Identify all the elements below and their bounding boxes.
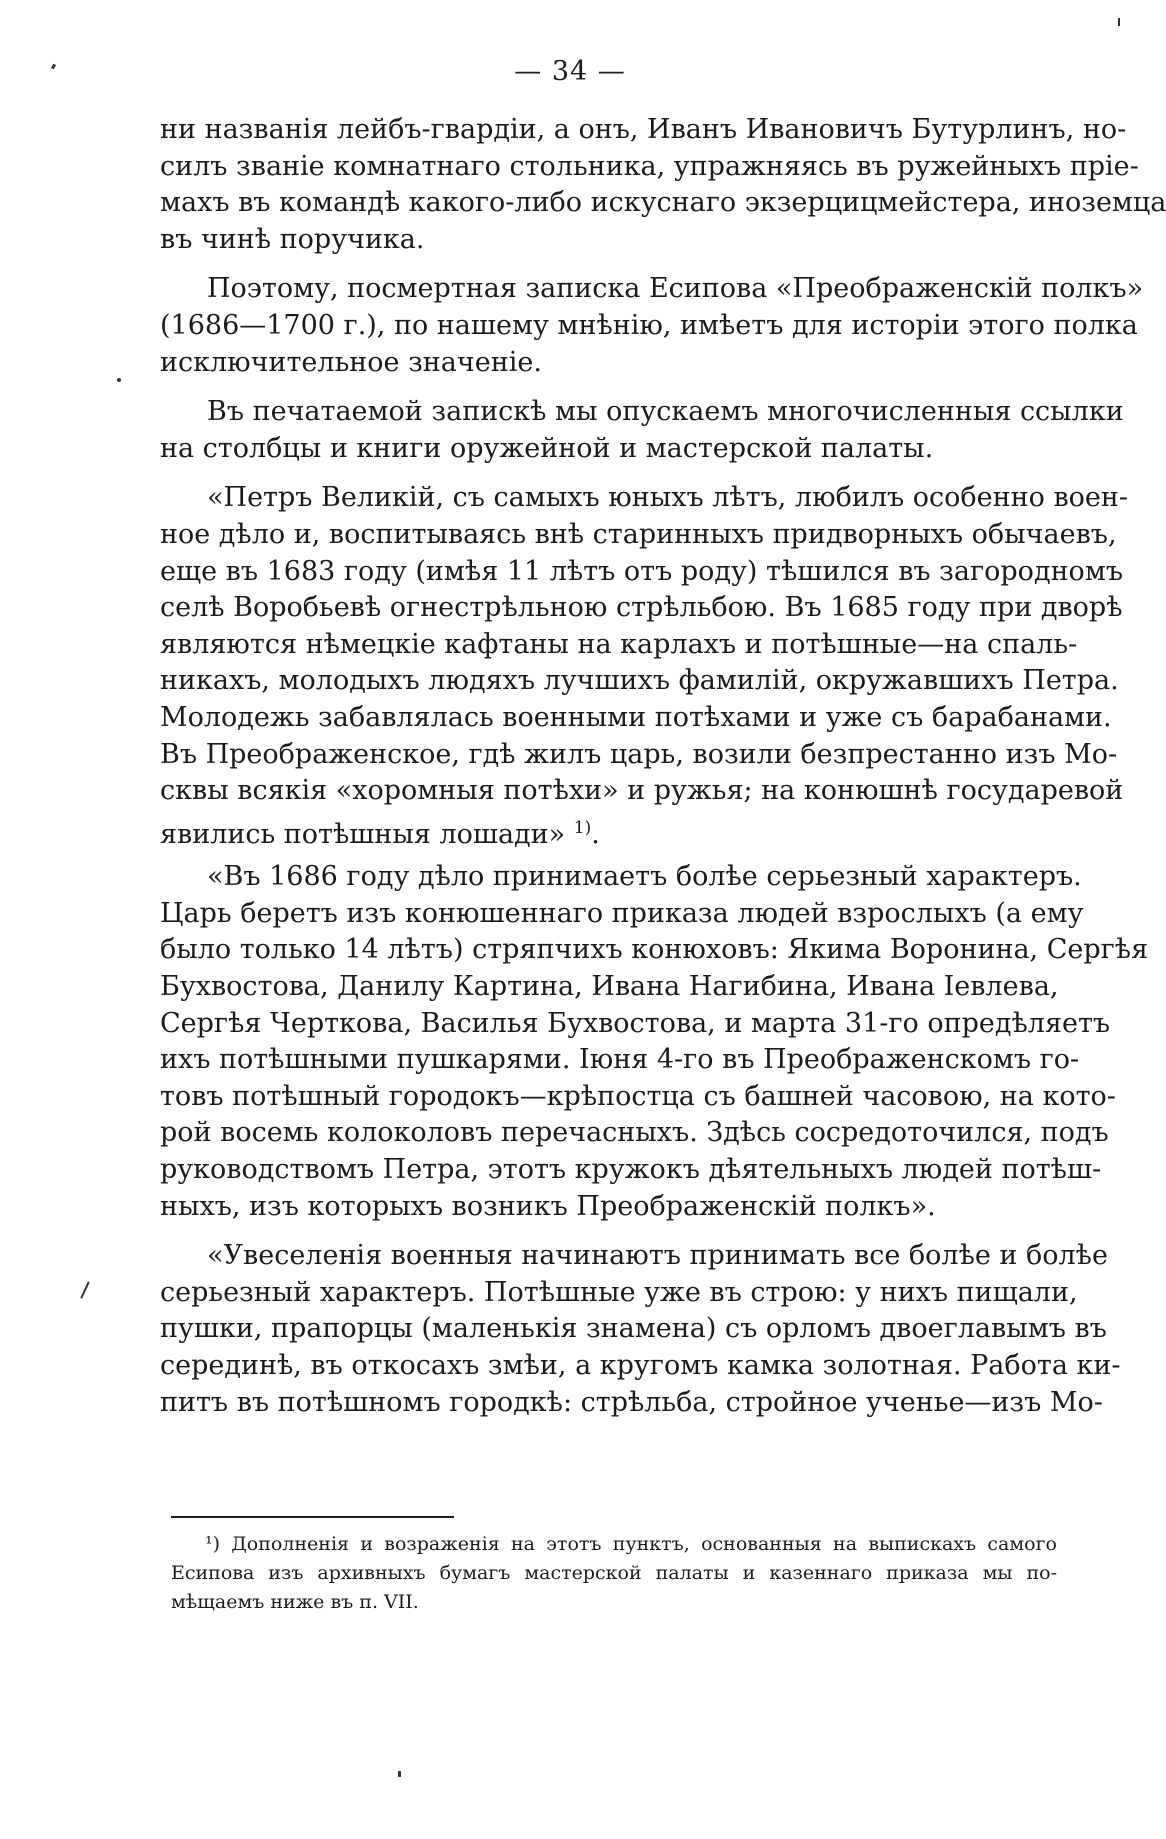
- footnote-line: Есипова изъ архивныхъ бумагъ мастерской палаты и казеннаго приказа мы по-: [171, 1562, 1057, 1584]
- text-line: Поэтому, посмертная записка Есипова «Преображенскій полкъ»: [207, 273, 1144, 305]
- paragraph: [160, 1238, 1121, 1421]
- text-line: являются нѣмецкіе кафтаны на карлахъ и потѣшные—на спаль-: [160, 628, 1078, 660]
- scan-speck: [398, 1771, 401, 1777]
- text-line: Молодежь забавлялась военными потѣхами и уже съ барабанами.: [160, 701, 1112, 733]
- paragraph: [160, 271, 1144, 381]
- paragraph: [160, 112, 1166, 258]
- footnote-line: ¹) Дополненія и возраженія на этотъ пунктъ, основанныя на выпискахъ самого: [205, 1533, 1057, 1555]
- text-line: никахъ, молодыхъ людяхъ лучшихъ фамилій, окружавшихъ Петра.: [160, 665, 1119, 697]
- text-line: Бухвостова, Данилу Картина, Ивана Нагибина, Ивана Іевлева,: [160, 971, 1059, 1003]
- text-line: явились потѣшныя лошади»: [160, 818, 566, 850]
- text-line: еще въ 1683 году (имѣя 11 лѣтъ отъ роду) тѣшился въ загородномъ: [160, 555, 1123, 587]
- text-line: Сергѣя Черткова, Василья Бухвостова, и марта 31-го опредѣляетъ: [160, 1007, 1111, 1039]
- text-line: ни названія лейбъ-гвардіи, а онъ, Иванъ Ивановичъ Бутурлинъ, но-: [160, 114, 1127, 145]
- footnote-line: мѣщаемъ ниже въ п. VII.: [171, 1591, 419, 1613]
- text-line: (1686—1700 г.), по нашему мнѣнію, имѣетъ для исторіи этого полка: [160, 309, 1138, 341]
- text-line-with-footnote: явились потѣшныя лошади» $^{1)}$.: [160, 817, 600, 850]
- text-line: на столбцы и книги оружейной и мастерской палаты.: [160, 432, 934, 464]
- text-line: Въ Преображенское, гдѣ жилъ царь, возили безпрестанно изъ Мо-: [160, 738, 1118, 770]
- paragraph: [160, 480, 1129, 850]
- text-line: пушки, прапорцы (маленькія знамена) съ орломъ двоеглавымъ въ: [160, 1313, 1107, 1345]
- footnote-divider: [171, 1516, 454, 1518]
- text-line: «Увеселенія военныя начинаютъ принимать все болѣе и болѣе: [207, 1240, 1108, 1272]
- text-line: Царь беретъ изъ конюшеннаго приказа людей взрослыхъ (а ему: [160, 897, 1084, 929]
- text-line: въ чинѣ поручика.: [160, 223, 425, 255]
- text-line: руководствомъ Петра, этотъ кружокъ дѣятельныхъ людей потѣш-: [160, 1154, 1102, 1186]
- footnote: [171, 1530, 1057, 1617]
- scan-speck: [117, 378, 121, 382]
- text-line: питъ въ потѣшномъ городкѣ: стрѣльба, стройное ученье—изъ Мо-: [160, 1386, 1103, 1418]
- scan-speck: [80, 1281, 89, 1298]
- paragraph: [160, 394, 1124, 467]
- text-line: силъ званіе комнатнаго стольника, упражняясь въ ружейныхъ пріе-: [160, 150, 1139, 182]
- text-line: селѣ Воробьевѣ огнестрѣльною стрѣльбою. Въ 1685 году при дворѣ: [160, 592, 1123, 624]
- text-line: серьезный характеръ. Потѣшные уже въ строю: у нихъ пищали,: [160, 1276, 1078, 1308]
- text-line: махъ въ командѣ какого-либо искуснаго экзерцицмейстера, иноземца: [160, 187, 1166, 219]
- text-line: Въ печатаемой запискѣ мы опускаемъ многочисленныя ссылки: [207, 396, 1124, 428]
- text-line: «Петръ Великій, съ самыхъ юныхъ лѣтъ, любилъ особенно воен-: [207, 482, 1129, 514]
- paragraph: [160, 859, 1149, 1225]
- text-line: ное дѣло и, воспитываясь внѣ старинныхъ придворныхъ обычаевъ,: [160, 518, 1117, 550]
- footnote-reference: 1): [573, 817, 592, 838]
- text-line: ихъ потѣшными пушкарями. Іюня 4-го въ Преображенскомъ го-: [160, 1044, 1080, 1076]
- text-line: «Въ 1686 году дѣло принимаетъ болѣе серьезный характеръ.: [207, 861, 1082, 893]
- text-line: сквы всякія «хоромныя потѣхи» и ружья; на конюшнѣ государевой: [160, 775, 1124, 807]
- text-line: ныхъ, изъ которыхъ возникъ Преображенскій полкъ».: [160, 1190, 936, 1222]
- text-line: серединѣ, въ откосахъ змѣи, а кругомъ камка золотная. Работа ки-: [160, 1350, 1121, 1381]
- text-line: товъ потѣшный городокъ—крѣпостца съ башней часовою, на кото-: [160, 1080, 1116, 1112]
- page-number: — 34 —: [514, 56, 626, 87]
- main-text: [160, 112, 1166, 1434]
- scan-speck: [1118, 18, 1120, 26]
- text-line: рой восемь колоколовъ перечасныхъ. Здѣсь сосредоточился, подъ: [160, 1117, 1109, 1149]
- text-line: исключительное значеніе.: [160, 346, 542, 378]
- text-line: было только 14 лѣтъ) стряпчихъ конюховъ: Якима Воронина, Сергѣя: [160, 934, 1149, 966]
